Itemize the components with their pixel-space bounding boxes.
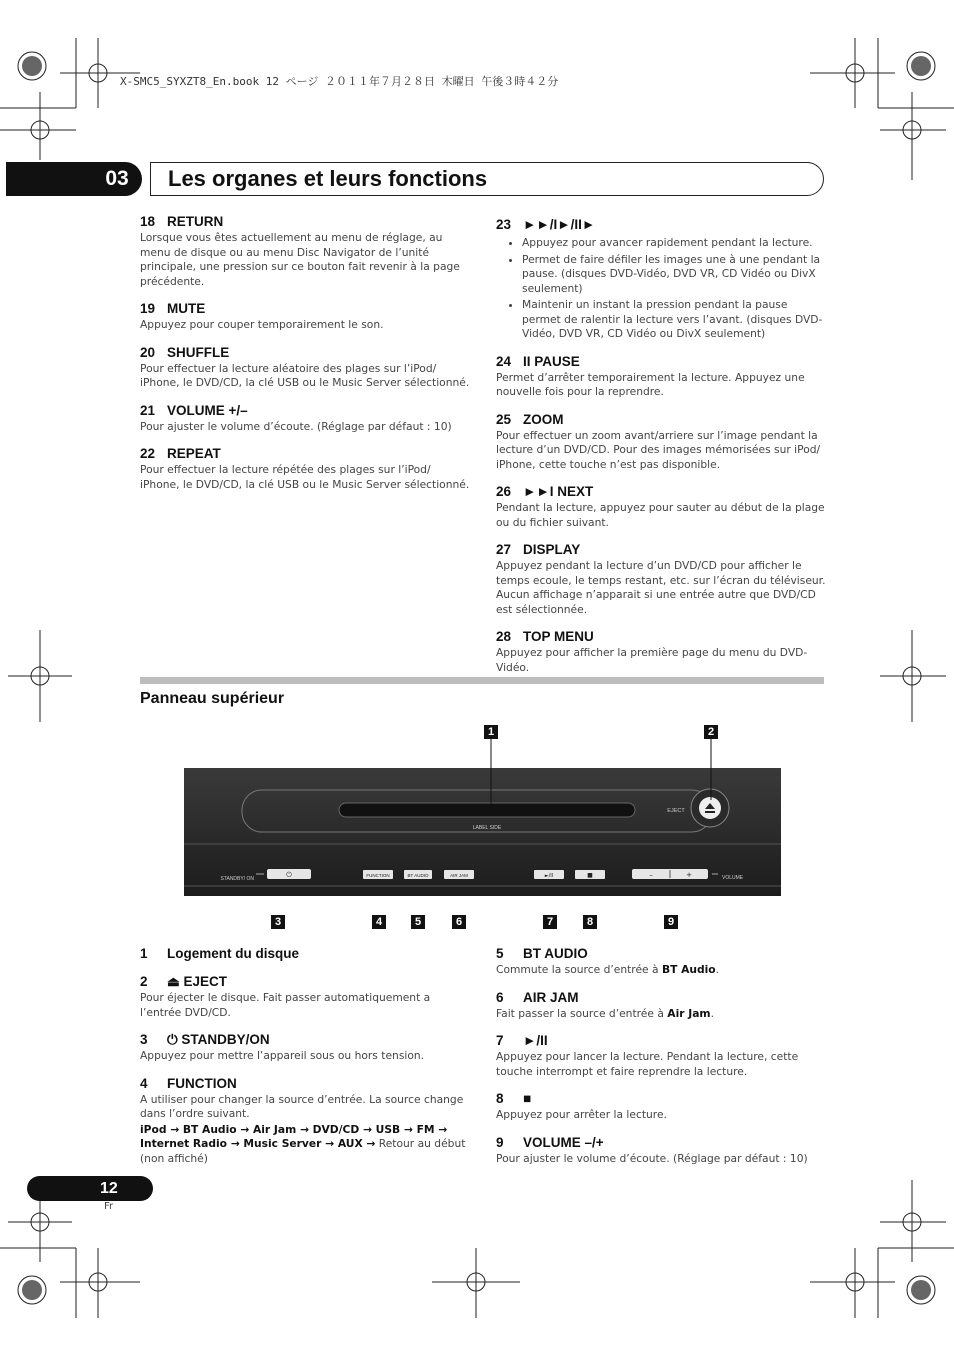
callout-2: 2 xyxy=(704,725,718,739)
item-22: 22 REPEAT Pour effectuer la lecture répétée des plages sur l’iPod/ iPhone, le DVD/CD, la clé USB ou le Music Server sélectionné. xyxy=(140,446,470,491)
panel-item-8: 8 ■ Appuyez pour arrêter la lecture. xyxy=(496,1091,667,1121)
item-28: 28 TOP MENU Appuyez pour afficher la première page du menu du DVD-Vidéo. xyxy=(496,629,808,674)
page-number-badge xyxy=(27,1176,141,1201)
file-header: X-SMC5_SYXZT8_En.book 12 ページ ２０１１年７月２８日 木曜日 午後３時４２分 xyxy=(120,75,559,88)
item-20: 20 SHUFFLE Pour effectuer la lecture aléatoire des plages sur l’iPod/ iPhone, le DVD/CD, la clé USB ou le Music Server sélectionné. xyxy=(140,344,470,389)
language-code: Fr xyxy=(104,1201,114,1212)
chapter-title: Les organes et leurs fonctions xyxy=(168,166,488,191)
standby-button: ⏻ xyxy=(286,872,292,879)
panel-item-4: 4 FUNCTION A utiliser pour changer la source d’entrée. La source change dans l’ordre suivant. iPod → BT Audio → Air Jam → DVD/CD → USB → FM → Internet Radio → Music Server → AUX → Retour au début (non affiché) xyxy=(140,1075,466,1165)
panel-item-5: 5 BT AUDIO Commute la source d’entrée à BT Audio. xyxy=(496,946,720,976)
callout-9: 9 xyxy=(664,915,678,929)
callout-7: 7 xyxy=(543,915,557,929)
callout-4: 4 xyxy=(372,915,386,929)
function-button-label: FUNCTION xyxy=(366,873,390,878)
item-18: 18 RETURN Lorsque vous êtes actuellement au menu de réglage, au menu de disque ou au menu Disc Navigator de l’unité principale, une pression sur ce bouton fait revenir à la page précédente. xyxy=(140,214,460,288)
label-side-text: LABEL SIDE xyxy=(472,825,502,831)
volume-minus-label: – xyxy=(649,871,653,879)
item-25: 25 ZOOM Pour effectuer un zoom avant/arriere sur l’image pendant la lecture d’un DVD/CD. Pour des images mémorisées sur iPod/ iPhone, cette touche n’est pas disponible. xyxy=(496,411,821,471)
item-24: 24 II PAUSE Permet d’arrêter temporairement la lecture. Appuyez une nouvelle fois pour la reprendre. xyxy=(496,353,805,398)
callout-6: 6 xyxy=(452,915,466,929)
callout-8: 8 xyxy=(583,915,597,929)
panel-items-left xyxy=(140,945,470,1177)
item-21: 21 VOLUME +/– Pour ajuster le volume d’écoute. (Réglage par défaut : 10) xyxy=(140,402,452,433)
panel-item-3: 3 ⏻ STANDBY/ON Appuyez pour mettre l’appareil sous ou hors tension. xyxy=(140,1032,425,1062)
stop-button-label: ■ xyxy=(587,872,593,879)
panel-item-7: 7 ►/II Appuyez pour lancer la lecture. Pendant la lecture, cette touche interrompt et faire reprendre la lecture. xyxy=(496,1033,799,1078)
callout-3: 3 xyxy=(271,915,285,929)
eject-label: EJECT xyxy=(667,808,685,814)
panel-item-2: 2 ⏏ EJECT Pour éjecter le disque. Fait passer automatiquement a l’entrée DVD/CD. xyxy=(140,974,431,1019)
section-title: Panneau supérieur xyxy=(140,690,285,707)
page-number: 12 xyxy=(100,1180,118,1197)
callout-5: 5 xyxy=(411,915,425,929)
chapter-number: 03 xyxy=(105,167,129,190)
standby-label: STANDBY/ ON xyxy=(220,876,254,882)
bt-audio-button-label: BT AUDIO xyxy=(407,873,429,878)
panel-items-right xyxy=(496,945,826,1177)
item-19: 19 MUTE Appuyez pour couper temporairement le son. xyxy=(140,301,384,331)
volume-label: VOLUME xyxy=(722,875,744,881)
item-27: 27 DISPLAY Appuyez pendant la lecture d’un DVD/CD pour afficher le temps ecoule, le temps restant, etc. sur l’écran du téléviseur. Aucun affichage n’apparait si une entrée autre que DVD/CD est sélectionnée. xyxy=(496,542,826,616)
panel-item-1: 1 Logement du disque xyxy=(140,946,300,961)
item-23: 23 ►►/I►/II► • Appuyez pour avancer rapidement pendant la lecture. • Permet de faire défiler les images une à une pendant la pause. (disques DVD-Vidéo, DVD VR, CD Vidéo ou DivX seulement) • Maintenir un instant la pression pendant la pause permet de ralentir la lecture vers l’avant. (disques DVD-Vidéo, DVD VR, CD Vidéo ou DivX seulement) xyxy=(496,216,826,342)
panel-item-6: 6 AIR JAM Fait passer la source d’entrée à Air Jam. xyxy=(496,989,714,1020)
play-pause-button-label: ►/II xyxy=(544,873,554,879)
item-26: 26 ►►I NEXT Pendant la lecture, appuyez pour sauter au début de la plage ou du fichier suivant. xyxy=(496,484,825,529)
callout-1: 1 xyxy=(484,725,498,739)
volume-plus-label: + xyxy=(686,871,692,879)
panel-item-9: 9 VOLUME –/+ Pour ajuster le volume d’écoute. (Réglage par défaut : 10) xyxy=(496,1134,808,1165)
air-jam-button-label: AIR JAM xyxy=(450,873,468,878)
